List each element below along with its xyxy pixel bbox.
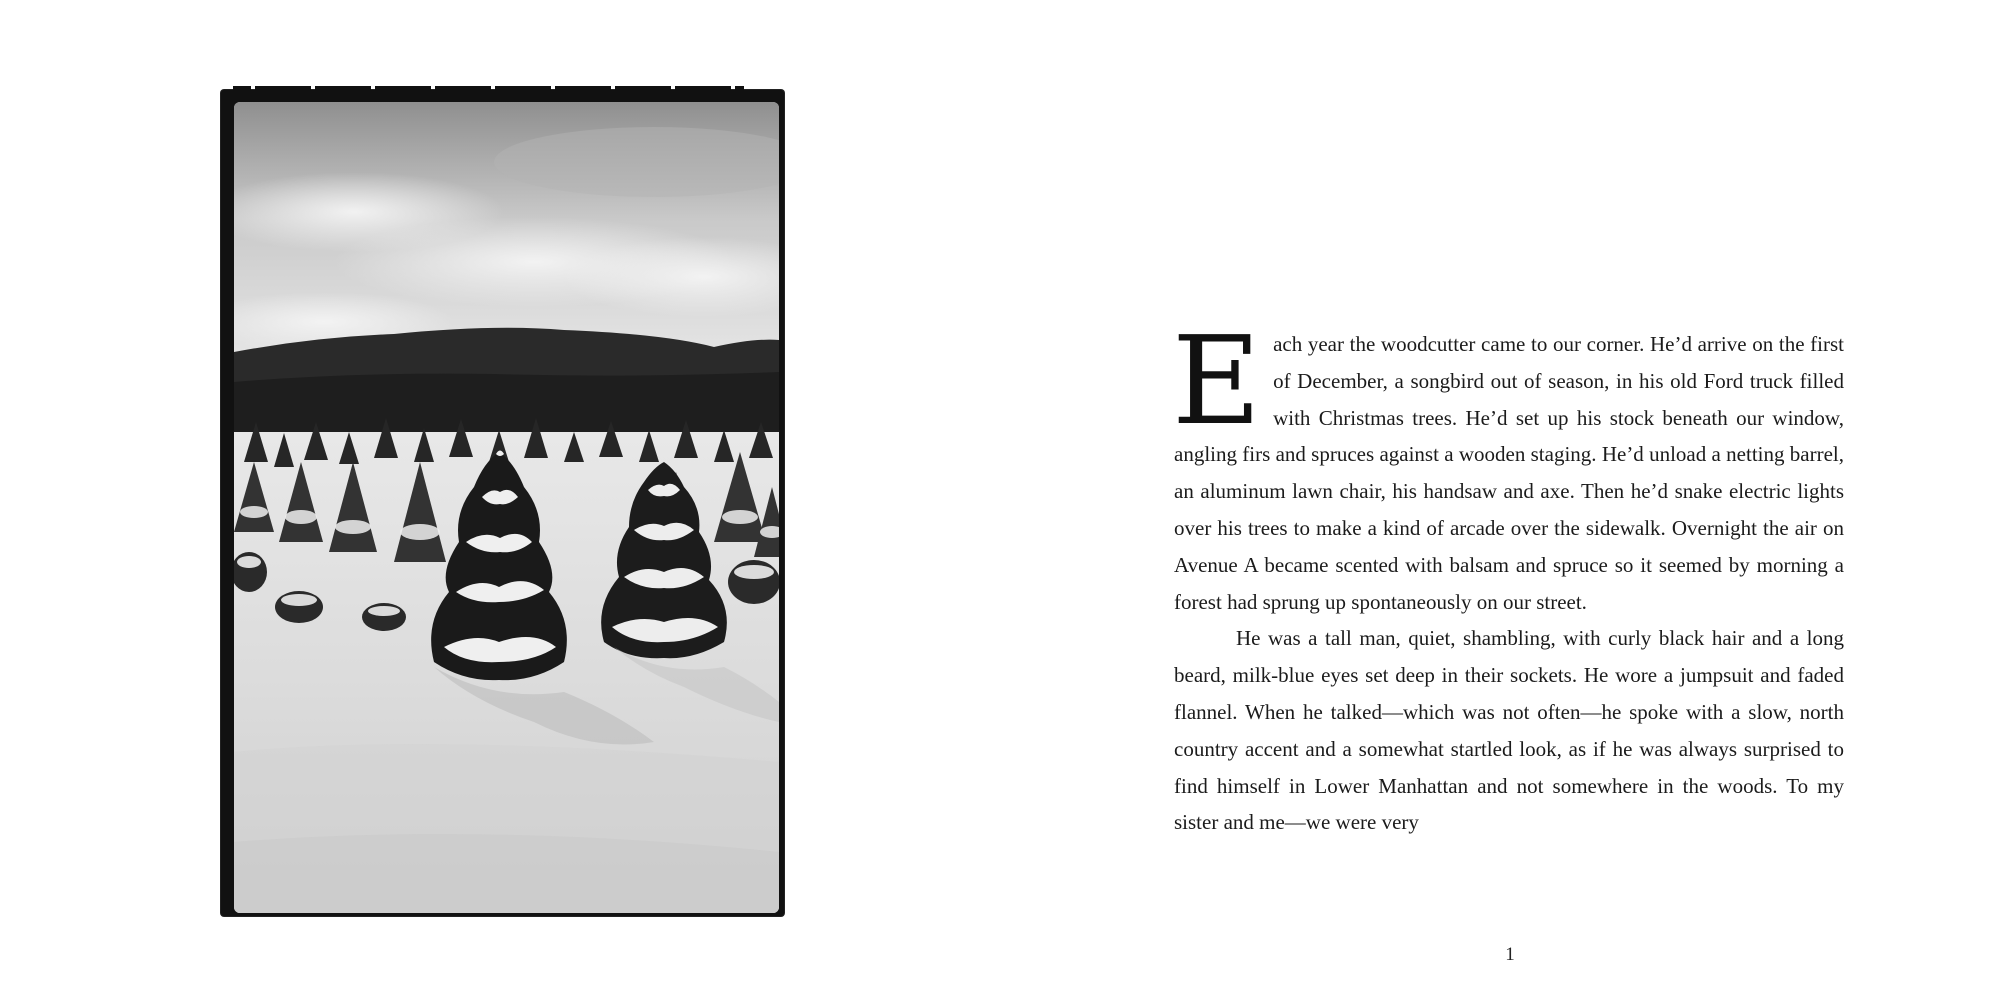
paragraph-1-text: ach year the woodcutter came to our corner. He’d arrive on the first of December, a songbird out of season, in his old Ford truck filled with Christmas trees. He’d set up his stock beneath our window, angling firs and spruces against a wooden staging. He’d unload a netting barrel, an aluminum lawn chair, his handsaw and axe. Then he’d snake electric lights over his trees to make a kind of arcade over the sidewalk. Overnight the air on Avenue A became scented with balsam and spruce so it seemed by morning a forest had sprung up spontaneously on our street. bbox=[1174, 332, 1844, 614]
drop-cap: E bbox=[1172, 310, 1262, 452]
page-number: 1 bbox=[1505, 944, 1515, 965]
body-text bbox=[1172, 310, 1844, 841]
paragraph-2: He was a tall man, quiet, shambling, with curly black hair and a long beard, milk-blue eyes set deep in their sockets. He wore a jumpsuit and faded flannel. When he talked—which was not often—he spoke with a slow, north country accent and a somewhat startled look, as if he was always surprised to find himself in Lower Manhattan and not somewhere in the woods. To my sister and me—we were very bbox=[1174, 626, 1844, 835]
photo-print-border bbox=[221, 90, 784, 916]
paragraph-1 bbox=[1172, 310, 1844, 620]
snowy-christmas-tree-field-photo bbox=[234, 102, 779, 913]
